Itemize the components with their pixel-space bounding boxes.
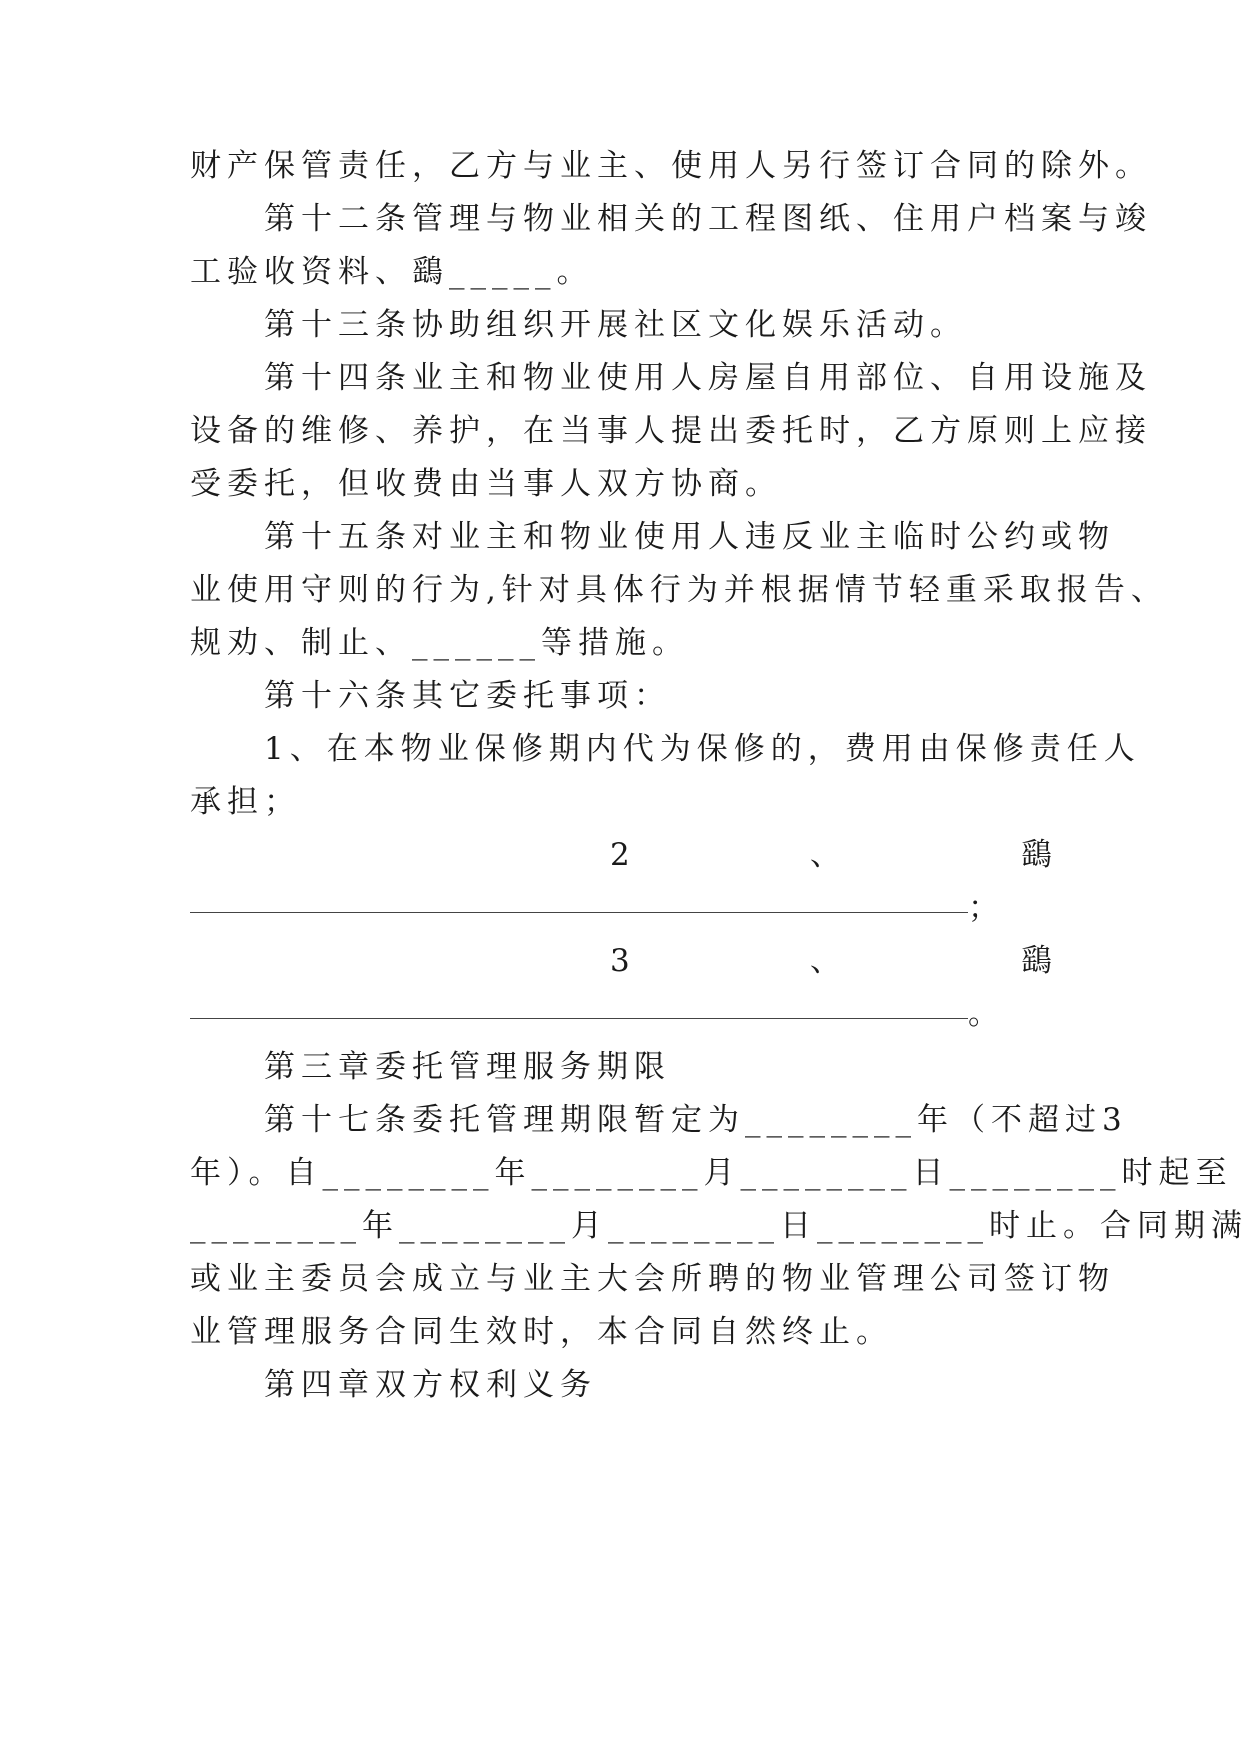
text-line: 或业主委员会成立与业主大会所聘的物业管理公司签订物 (190, 1261, 1115, 1297)
text-line: 年）。自________年________月________日________时起至 (190, 1155, 1233, 1191)
item-2-char: 鷂 (1020, 837, 1052, 873)
text-line: 规劝、制止、______等措施。 (190, 625, 689, 661)
text-line: ________年________月________日________时止。合同期满 (190, 1208, 1248, 1244)
item-2-line (190, 825, 1052, 885)
text-line: 工验收资料、鷂_____。 (190, 254, 594, 290)
text-line: 第十三条协助组织开展社区文化娱乐活动。 (190, 307, 967, 343)
item-2-end-punct: ； (968, 890, 999, 926)
text-line: 承担； (190, 784, 301, 820)
item-2-number: 2 (610, 837, 630, 873)
text-line: 设备的维修、养护，在当事人提出委托时，乙方原则上应接 (190, 413, 1152, 449)
text-line: 财产保管责任，乙方与业主、使用人另行签订合同的除外。 (190, 148, 1152, 184)
item-3-end-punct: 。 (968, 996, 999, 1032)
item-3-char: 鷂 (1020, 943, 1052, 979)
item-3-separator: 、 (809, 943, 841, 979)
item-3-blank-rule (190, 1018, 968, 1019)
text-line: 业使用守则的行为,针对具体行为并根据情节轻重采取报告、 (190, 572, 1168, 608)
text-line: 第十六条其它委托事项： (190, 678, 671, 714)
text-line: 第十四条业主和物业使用人房屋自用部位、自用设施及 (190, 360, 1152, 396)
chapter-heading: 第四章双方权利义务 (190, 1367, 597, 1403)
item-2-separator: 、 (809, 837, 841, 873)
text-line: 第十七条委托管理期限暂定为________年（不超过3 (190, 1102, 1128, 1138)
text-line: 业管理服务合同生效时，本合同自然终止。 (190, 1314, 893, 1350)
text-line: 受委托，但收费由当事人双方协商。 (190, 466, 782, 502)
item-2-blank-rule (190, 912, 968, 913)
text-line: 1、在本物业保修期内代为保修的，费用由保修责任人 (190, 731, 1141, 767)
text-line: 第十五条对业主和物业使用人违反业主临时公约或物 (190, 519, 1115, 555)
text-line: 第十二条管理与物业相关的工程图纸、住用户档案与竣 (190, 201, 1152, 237)
item-3-line (190, 931, 1052, 991)
chapter-heading: 第三章委托管理服务期限 (190, 1049, 671, 1085)
item-3-number: 3 (610, 943, 630, 979)
